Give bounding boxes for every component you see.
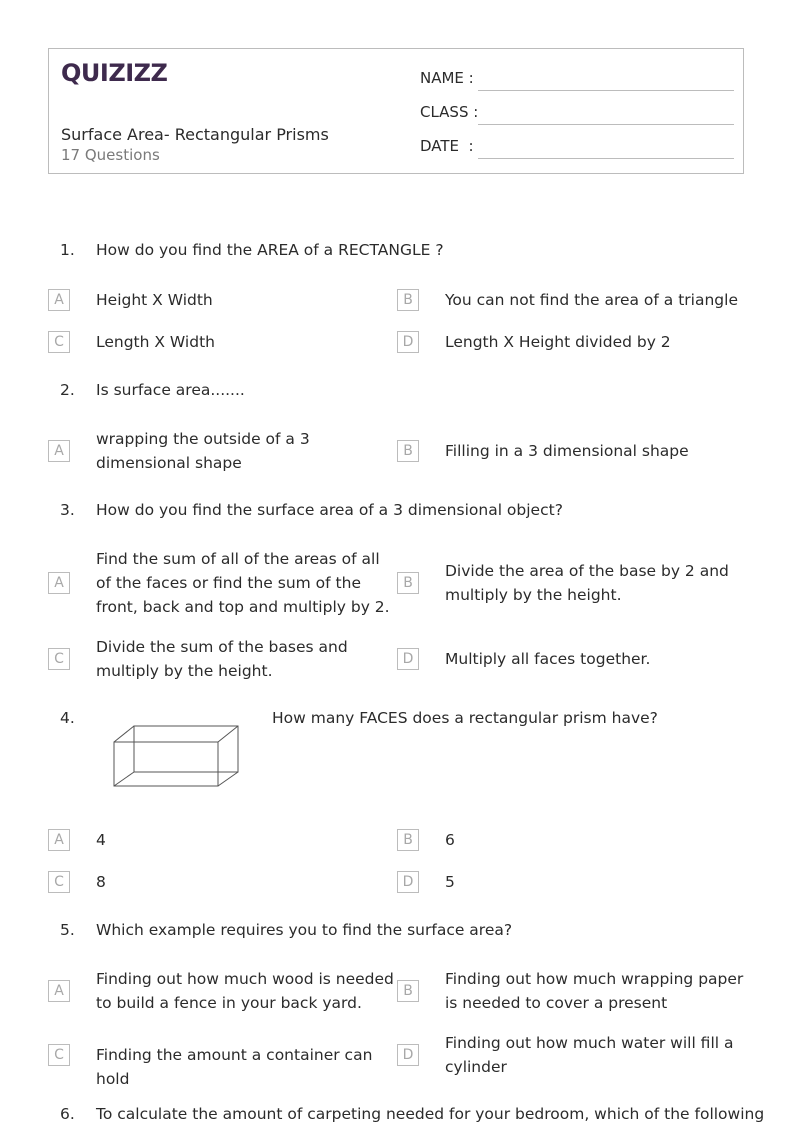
question-text: How do you find the AREA of a RECTANGLE ?	[96, 241, 444, 259]
option-a-box[interactable]: A	[48, 289, 70, 311]
option-c-box[interactable]: C	[48, 871, 70, 893]
name-label: NAME :	[420, 69, 474, 87]
option-d-text: Multiply all faces together.	[445, 650, 651, 668]
option-b-text: Divide the area of the base by 2 and multiply by the height.	[445, 562, 729, 604]
rectangular-prism-image	[112, 724, 242, 790]
option-c-text: Divide the sum of the bases and multiply by the height.	[96, 638, 348, 680]
option-a-text: wrapping the outside of a 3 dimensional shape	[96, 430, 310, 472]
option-d-box[interactable]: D	[397, 871, 419, 893]
option-c-text: Finding the amount a container can hold	[96, 1046, 373, 1088]
option-b-text: 6	[445, 831, 455, 849]
option-d-box[interactable]: D	[397, 1044, 419, 1066]
option-c-box[interactable]: C	[48, 1044, 70, 1066]
date-label: DATE :	[420, 137, 474, 155]
option-a-box[interactable]: A	[48, 440, 70, 462]
question-number: 2.	[60, 381, 75, 399]
option-b-text: Finding out how much wrapping paper is needed to cover a present	[445, 970, 744, 1012]
question-text: Is surface area.......	[96, 381, 245, 399]
option-a-box[interactable]: A	[48, 980, 70, 1002]
question-text: Which example requires you to find the surface area?	[96, 921, 513, 939]
option-b-box[interactable]: B	[397, 980, 419, 1002]
option-b-text: Filling in a 3 dimensional shape	[445, 442, 689, 460]
worksheet-header	[48, 48, 744, 174]
question-number: 1.	[60, 241, 75, 259]
question-number: 6.	[60, 1105, 75, 1123]
class-field[interactable]	[420, 101, 734, 125]
option-b-box[interactable]: B	[397, 289, 419, 311]
option-a-box[interactable]: A	[48, 572, 70, 594]
class-label: CLASS :	[420, 103, 479, 121]
name-line	[478, 90, 734, 91]
question-text: To calculate the amount of carpeting needed for your bedroom, which of the following	[96, 1105, 765, 1123]
option-a-text: Finding out how much wood is needed to build a fence in your back yard.	[96, 970, 394, 1012]
worksheet-title: Surface Area- Rectangular Prisms	[61, 125, 329, 144]
question-number: 5.	[60, 921, 75, 939]
option-a-text: 4	[96, 831, 106, 849]
name-field[interactable]	[420, 67, 734, 91]
question-text: How many FACES does a rectangular prism have?	[272, 709, 658, 727]
option-b-box[interactable]: B	[397, 572, 419, 594]
option-c-box[interactable]: C	[48, 331, 70, 353]
option-c-box[interactable]: C	[48, 648, 70, 670]
question-number: 4.	[60, 709, 75, 727]
date-line	[478, 158, 734, 159]
option-a-box[interactable]: A	[48, 829, 70, 851]
date-field[interactable]	[420, 135, 734, 159]
question-text: How do you find the surface area of a 3 dimensional object?	[96, 501, 563, 519]
class-line	[478, 124, 734, 125]
option-a-text: Find the sum of all of the areas of all of the faces or find the sum of the front, back and top and multiply by 2.	[96, 550, 390, 616]
option-d-box[interactable]: D	[397, 331, 419, 353]
option-d-box[interactable]: D	[397, 648, 419, 670]
question-count: 17 Questions	[61, 146, 160, 164]
option-c-text: 8	[96, 873, 106, 891]
option-d-text: Length X Height divided by 2	[445, 333, 671, 351]
question-number: 3.	[60, 501, 75, 519]
option-d-text: Finding out how much water will fill a cylinder	[445, 1034, 734, 1076]
option-a-text: Height X Width	[96, 291, 213, 309]
option-c-text: Length X Width	[96, 333, 215, 351]
quizizz-logo: QUIZIZZ	[61, 59, 168, 87]
option-d-text: 5	[445, 873, 455, 891]
option-b-box[interactable]: B	[397, 829, 419, 851]
option-b-text: You can not find the area of a triangle	[445, 291, 738, 309]
option-b-box[interactable]: B	[397, 440, 419, 462]
